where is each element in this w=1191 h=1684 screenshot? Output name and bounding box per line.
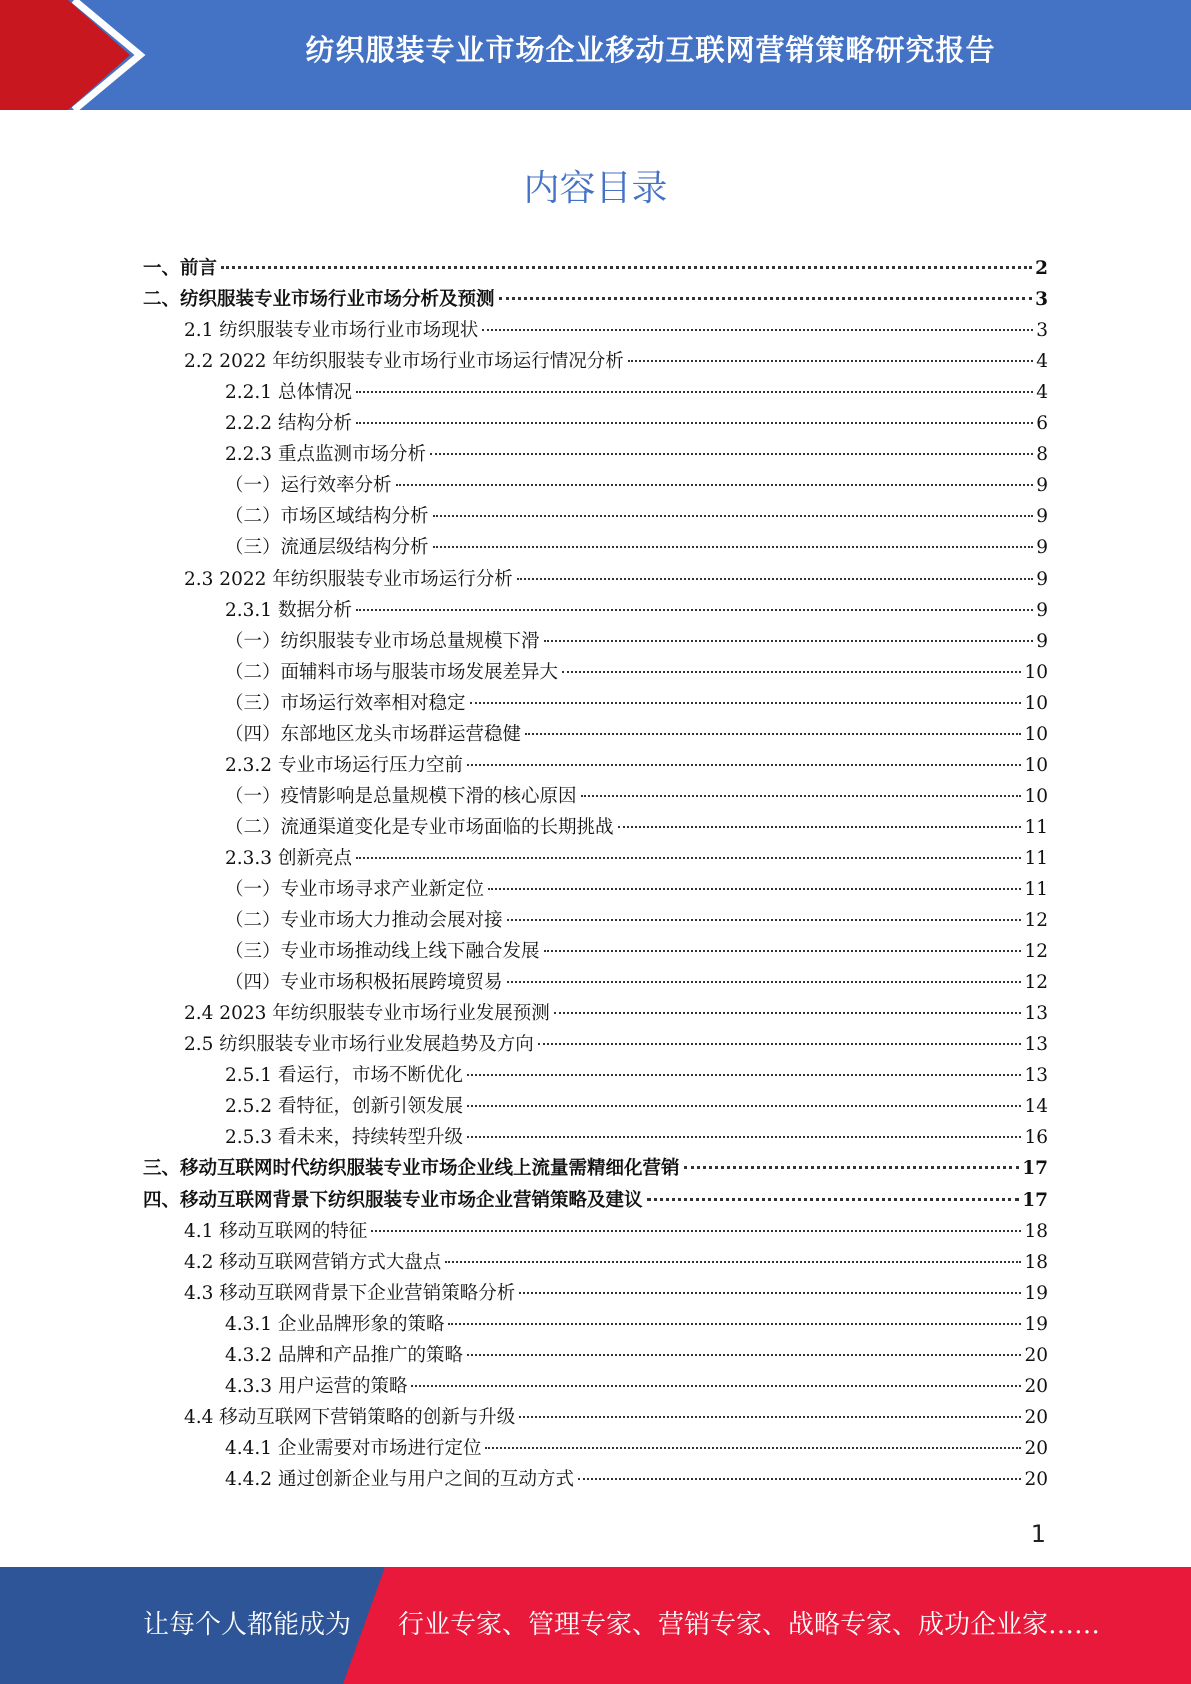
- toc-entry[interactable]: [0, 1060, 1191, 1091]
- toc-entry-title: 2.2 2022 年纺织服装专业市场行业市场运行情况分析: [184, 351, 624, 373]
- toc-entry[interactable]: [0, 1216, 1191, 1247]
- toc-entry-title: （四）专业市场积极拓展跨境贸易: [225, 972, 503, 994]
- toc-entry-row: [225, 470, 1048, 501]
- toc-entry-row: [184, 346, 1048, 377]
- toc-dot-leader: [485, 1447, 1021, 1449]
- toc-entry-row: [225, 967, 1048, 998]
- toc-dot-leader: [544, 640, 1034, 642]
- toc-entry[interactable]: [0, 1340, 1191, 1371]
- toc-entry-page: 14: [1024, 1096, 1048, 1118]
- toc-entry-row: [225, 905, 1048, 936]
- toc-entry-row: [225, 1371, 1048, 1402]
- toc-entry[interactable]: [0, 1091, 1191, 1122]
- toc-entry-row: [225, 408, 1048, 439]
- toc-entry-title: 四、移动互联网背景下纺织服装专业市场企业营销策略及建议: [143, 1189, 643, 1211]
- toc-entry-row: [225, 936, 1048, 967]
- toc-entry-page: 19: [1024, 1282, 1048, 1304]
- toc-entry[interactable]: [0, 905, 1191, 936]
- toc-entry[interactable]: [0, 998, 1191, 1029]
- toc-dot-leader: [356, 422, 1033, 424]
- footer-slogan-right: 行业专家、管理专家、营销专家、战略专家、成功企业家……: [398, 1610, 1101, 1640]
- toc-entry[interactable]: [0, 315, 1191, 346]
- toc-entry[interactable]: [0, 284, 1191, 315]
- toc-entry-row: [225, 750, 1048, 781]
- toc-entry[interactable]: [0, 439, 1191, 470]
- toc-entry-row: [225, 501, 1048, 532]
- toc-entry[interactable]: [0, 1247, 1191, 1278]
- toc-entry-page: 4: [1036, 351, 1048, 373]
- toc-entry-row: [225, 719, 1048, 750]
- toc-entry-row: [225, 1060, 1048, 1091]
- toc-entry-page: 20: [1024, 1375, 1048, 1397]
- toc-entry-title: （二）市场区域结构分析: [225, 506, 429, 528]
- toc-entry-row: [143, 1153, 1048, 1184]
- toc-entry-page: 20: [1024, 1406, 1048, 1428]
- toc-entry[interactable]: [0, 688, 1191, 719]
- toc-dot-leader: [618, 826, 1022, 828]
- toc-entry[interactable]: [0, 1122, 1191, 1153]
- toc-entry-row: [225, 1433, 1048, 1464]
- page-footer: [0, 1567, 1191, 1684]
- toc-dot-leader: [581, 795, 1022, 797]
- toc-entry-row: [225, 812, 1048, 843]
- toc-entry[interactable]: [0, 967, 1191, 998]
- toc-dot-leader: [356, 857, 1022, 859]
- toc-dot-leader: [544, 950, 1022, 952]
- toc-entry-page: 17: [1022, 1189, 1048, 1211]
- toc-entry-page: 20: [1024, 1437, 1048, 1459]
- toc-entry[interactable]: [0, 377, 1191, 408]
- toc-entry-page: 9: [1036, 568, 1048, 590]
- toc-entry-title: （一）疫情影响是总量规模下滑的核心原因: [225, 785, 577, 807]
- toc-entry-row: [225, 1464, 1048, 1495]
- toc-entry-page: 10: [1024, 785, 1048, 807]
- toc-entry-title: 2.5.2 看特征，创新引领发展: [225, 1096, 463, 1118]
- toc-entry-page: 9: [1036, 506, 1048, 528]
- toc-entry-title: 2.2.2 结构分析: [225, 413, 352, 435]
- toc-entry[interactable]: [0, 1278, 1191, 1309]
- toc-entry-title: 2.5 纺织服装专业市场行业发展趋势及方向: [184, 1034, 534, 1056]
- toc-entry[interactable]: [0, 1464, 1191, 1495]
- toc-dot-leader: [433, 515, 1034, 517]
- toc-entry[interactable]: [0, 657, 1191, 688]
- toc-entry-page: 12: [1024, 972, 1048, 994]
- toc-entry-row: [225, 626, 1048, 657]
- toc-dot-leader: [396, 484, 1034, 486]
- toc-entry-page: 11: [1024, 879, 1048, 900]
- toc-entry-title: 一、前言: [143, 258, 218, 279]
- toc-entry-page: 4: [1036, 382, 1048, 404]
- toc-entry[interactable]: [0, 253, 1191, 284]
- toc-dot-leader: [647, 1198, 1020, 1201]
- toc-entry-title: （一）专业市场寻求产业新定位: [225, 879, 485, 900]
- toc-dot-leader: [519, 1416, 1021, 1418]
- toc-dot-leader: [488, 888, 1021, 890]
- toc-dot-leader: [554, 1012, 1022, 1014]
- toc-entry-title: 4.4 移动互联网下营销策略的创新与升级: [184, 1406, 516, 1428]
- toc-entry-page: 10: [1024, 754, 1048, 776]
- toc-entry-title: 2.5.3 看未来，持续转型升级: [225, 1127, 463, 1149]
- toc-entry[interactable]: [0, 843, 1191, 874]
- toc-dot-leader: [467, 1136, 1021, 1138]
- toc-entry-title: 4.4.1 企业需要对市场进行定位: [225, 1437, 482, 1459]
- toc-entry-row: [225, 657, 1048, 688]
- toc-entry-row: [225, 781, 1048, 812]
- toc-entry-page: 3: [1036, 320, 1048, 342]
- toc-entry-page: 19: [1024, 1313, 1048, 1335]
- toc-entry-page: 13: [1024, 1003, 1048, 1025]
- toc-entry-page: 9: [1036, 475, 1048, 497]
- toc-entry-title: （四）东部地区龙头市场群运营稳健: [225, 723, 522, 745]
- toc-entry-title: 4.3.1 企业品牌形象的策略: [225, 1313, 445, 1335]
- toc-dot-leader: [445, 1261, 1021, 1263]
- toc-dot-leader: [433, 546, 1034, 548]
- toc-entry-page: 11: [1024, 847, 1048, 869]
- toc-entry-title: 2.4 2023 年纺织服装专业市场行业发展预测: [184, 1003, 550, 1025]
- toc-entry-title: （二）面辅料市场与服装市场发展差异大: [225, 661, 559, 683]
- toc-dot-leader: [507, 981, 1022, 983]
- toc-entry-title: （二）流通渠道变化是专业市场面临的长期挑战: [225, 816, 614, 838]
- toc-entry-title: 2.1 纺织服装专业市场行业市场现状: [184, 320, 479, 342]
- toc-entry-page: 10: [1024, 723, 1048, 745]
- toc-entry-title: （一）运行效率分析: [225, 475, 392, 497]
- toc-entry-title: 2.2.3 重点监测市场分析: [225, 444, 426, 466]
- toc-entry-row: [184, 1029, 1048, 1060]
- toc-dot-leader: [371, 1230, 1021, 1232]
- toc-entry-title: （二）专业市场大力推动会展对接: [225, 910, 503, 932]
- toc-entry-page: 12: [1024, 941, 1048, 963]
- toc-entry-page: 6: [1036, 413, 1048, 435]
- toc-entry-row: [225, 874, 1048, 905]
- toc-entry-row: [184, 564, 1048, 595]
- toc-entry-title: （三）流通层级结构分析: [225, 537, 429, 559]
- toc-entry-title: 4.2 移动互联网营销方式大盘点: [184, 1251, 442, 1273]
- toc-dot-leader: [430, 453, 1033, 455]
- toc-dot-leader: [467, 1105, 1021, 1107]
- toc-entry-title: （三）专业市场推动线上线下融合发展: [225, 941, 540, 963]
- toc-entry-row: [225, 1340, 1048, 1371]
- toc-entry-row: [225, 377, 1048, 408]
- toc-entry-page: 18: [1024, 1220, 1048, 1242]
- toc-entry-title: 4.3.3 用户运营的策略: [225, 1375, 408, 1397]
- toc-dot-leader: [499, 297, 1033, 300]
- toc-entry-row: [184, 315, 1048, 346]
- toc-dot-leader: [684, 1166, 1020, 1169]
- toc-entry[interactable]: [0, 470, 1191, 501]
- toc-dot-leader: [411, 1385, 1021, 1387]
- toc-dot-leader: [519, 1292, 1021, 1294]
- toc-dot-leader: [525, 733, 1021, 735]
- toc-entry-page: 17: [1022, 1158, 1048, 1180]
- toc-entry[interactable]: [0, 812, 1191, 843]
- toc-entry-row: [225, 439, 1048, 470]
- toc-heading: 内容目录: [523, 168, 668, 209]
- toc-entry-title: 4.4.2 通过创新企业与用户之间的互动方式: [225, 1468, 574, 1490]
- toc-entry-page: 9: [1036, 537, 1048, 559]
- toc-entry-row: [184, 998, 1048, 1029]
- toc-entry[interactable]: [0, 1402, 1191, 1433]
- toc-entry-row: [225, 1309, 1048, 1340]
- toc-entry-page: 16: [1024, 1127, 1048, 1149]
- toc-entry-row: [225, 688, 1048, 719]
- toc-entry-page: 11: [1024, 816, 1048, 838]
- toc-entry[interactable]: [0, 750, 1191, 781]
- page-number: 1: [1030, 1520, 1046, 1548]
- toc-entry[interactable]: [0, 564, 1191, 595]
- toc-dot-leader: [538, 1043, 1022, 1045]
- toc-entry-row: [184, 1247, 1048, 1278]
- toc-entry[interactable]: [0, 936, 1191, 967]
- toc-dot-leader: [482, 329, 1033, 331]
- toc-entry-page: 20: [1024, 1344, 1048, 1366]
- toc-entry[interactable]: [0, 1433, 1191, 1464]
- toc-entry[interactable]: [0, 626, 1191, 657]
- toc-entry-page: 13: [1024, 1065, 1048, 1087]
- toc-entry-title: 三、移动互联网时代纺织服装专业市场企业线上流量需精细化营销: [143, 1158, 680, 1180]
- toc-dot-leader: [562, 671, 1021, 673]
- toc-entry-title: （一）纺织服装专业市场总量规模下滑: [225, 630, 540, 652]
- toc-entry-row: [143, 253, 1048, 284]
- toc-entry-row: [184, 1278, 1048, 1309]
- toc-entry-title: 2.3.2 专业市场运行压力空前: [225, 754, 463, 776]
- toc-entry[interactable]: [0, 1371, 1191, 1402]
- toc-entry[interactable]: [0, 1185, 1191, 1216]
- toc-dot-leader: [470, 702, 1022, 704]
- toc-entry-row: [225, 1122, 1048, 1153]
- toc-entry[interactable]: [0, 408, 1191, 439]
- toc-entry-row: [143, 1185, 1048, 1216]
- toc-entry[interactable]: [0, 1153, 1191, 1184]
- toc-entry-page: 18: [1024, 1251, 1048, 1273]
- toc-entry-page: 10: [1024, 692, 1048, 714]
- toc-dot-leader: [356, 391, 1033, 393]
- toc-dot-leader: [467, 1074, 1021, 1076]
- toc-entry[interactable]: [0, 532, 1191, 563]
- toc-entry[interactable]: [0, 1309, 1191, 1340]
- toc-entry-title: 2.2.1 总体情况: [225, 382, 352, 404]
- toc-entry-title: 2.3.3 创新亮点: [225, 847, 352, 869]
- toc-dot-leader: [448, 1323, 1021, 1325]
- toc-entry-title: 4.3 移动互联网背景下企业营销策略分析: [184, 1282, 516, 1304]
- toc-entry-page: 2: [1035, 258, 1048, 279]
- toc-entry-page: 8: [1036, 444, 1048, 466]
- toc-entry-row: [225, 595, 1048, 626]
- toc-entry-title: 2.3.1 数据分析: [225, 599, 352, 621]
- toc-entry-title: 二、纺织服装专业市场行业市场分析及预测: [143, 289, 495, 311]
- toc-entry[interactable]: [0, 719, 1191, 750]
- toc-dot-leader: [517, 578, 1033, 580]
- toc-dot-leader: [221, 266, 1032, 269]
- toc-entry[interactable]: [0, 346, 1191, 377]
- toc-entry-page: 3: [1035, 289, 1048, 311]
- toc-entry[interactable]: [0, 781, 1191, 812]
- toc-entry-row: [184, 1216, 1048, 1247]
- toc-dot-leader: [356, 609, 1033, 611]
- toc-entry-page: 9: [1036, 599, 1048, 621]
- toc-dot-leader: [628, 360, 1033, 362]
- toc-entry-row: [225, 532, 1048, 563]
- toc-entry-page: 9: [1036, 630, 1048, 652]
- toc-entry[interactable]: [0, 595, 1191, 626]
- toc-entry-row: [143, 284, 1048, 315]
- toc-entry-title: 4.3.2 品牌和产品推广的策略: [225, 1344, 463, 1366]
- toc-entry[interactable]: [0, 501, 1191, 532]
- footer-slogan-left: 让每个人都能成为: [143, 1610, 352, 1640]
- toc-entry-page: 10: [1024, 661, 1048, 683]
- toc-entry[interactable]: [0, 1029, 1191, 1060]
- toc-entry-title: 4.1 移动互联网的特征: [184, 1220, 368, 1242]
- toc-entry-row: [225, 843, 1048, 874]
- toc-entry[interactable]: [0, 874, 1191, 905]
- page-header: [0, 0, 1191, 110]
- toc-entry-title: 2.3 2022 年纺织服装专业市场运行分析: [184, 568, 513, 590]
- toc-dot-leader: [467, 1354, 1021, 1356]
- toc-entry-page: 13: [1024, 1034, 1048, 1056]
- toc-dot-leader: [578, 1478, 1021, 1480]
- toc-entry-page: 20: [1024, 1468, 1048, 1490]
- toc-entry-title: 2.5.1 看运行，市场不断优化: [225, 1065, 463, 1087]
- toc-entry-row: [225, 1091, 1048, 1122]
- toc-dot-leader: [507, 919, 1022, 921]
- toc-entry-row: [184, 1402, 1048, 1433]
- toc-entry-title: （三）市场运行效率相对稳定: [225, 692, 466, 714]
- toc-entry-page: 12: [1024, 910, 1048, 932]
- toc-dot-leader: [467, 764, 1021, 766]
- header-title: 纺织服装专业市场企业移动互联网营销策略研究报告: [305, 33, 996, 67]
